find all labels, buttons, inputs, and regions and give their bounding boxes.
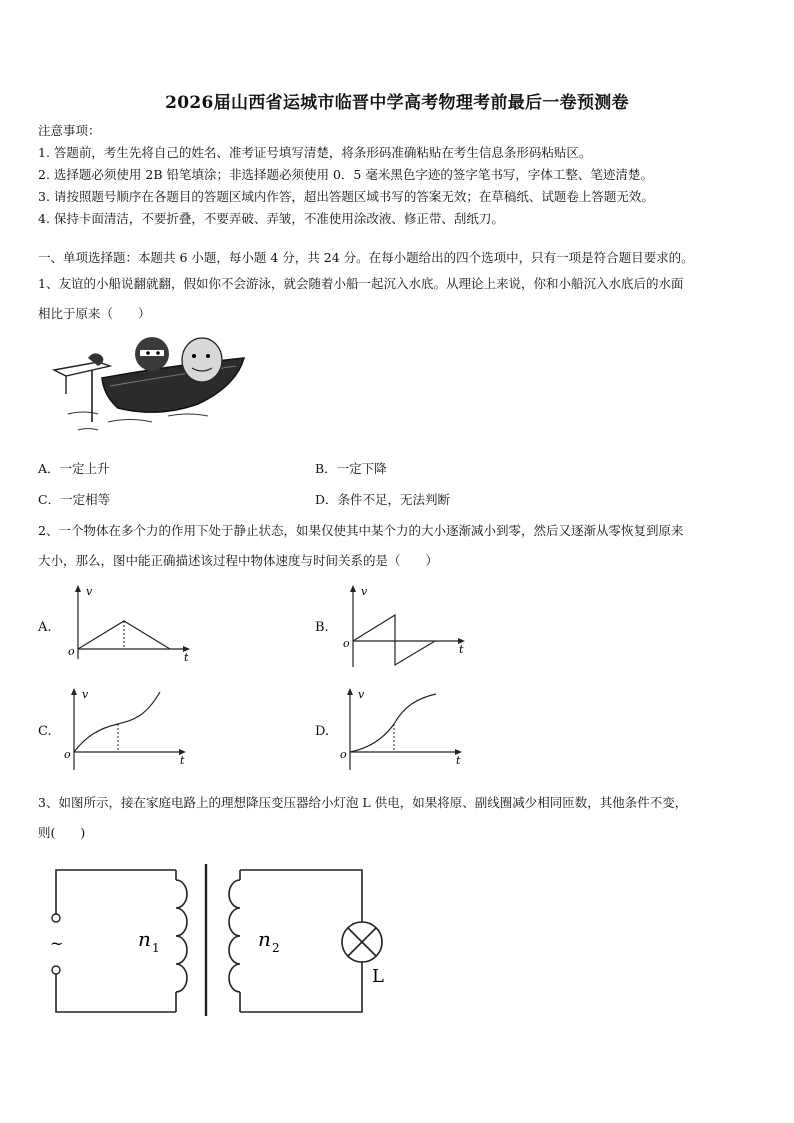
q2-c-origin: o: [64, 748, 71, 761]
q2-a-axis-t: t: [184, 651, 189, 663]
n2-subscript: 2: [272, 941, 280, 955]
q2-a-axis-v: v: [86, 585, 93, 598]
q1-option-c: C．一定相等: [38, 492, 111, 507]
boat-illustration: [48, 326, 248, 436]
page-title: 2026届山西省运城市临晋中学高考物理考前最后一卷预测卷: [165, 93, 629, 113]
q2-b-axis-v: v: [361, 585, 368, 598]
q2-label-d: D.: [315, 724, 330, 739]
q2-a-origin: o: [68, 645, 75, 658]
notice-item-3: 3. 请按照题号顺序在各题目的答题区域内作答，超出答题区域书写的答案无效；在草稿纸、试题卷上答题无效。: [38, 189, 654, 204]
lamp-label: L: [372, 966, 384, 987]
q2-label-b: B.: [315, 620, 329, 635]
n2-label: n: [258, 927, 271, 951]
q2-graph-d: [340, 686, 470, 772]
q1-stem-line2: 相比于原来（ ）: [38, 306, 151, 321]
q2-c-axis-t: t: [180, 754, 185, 767]
notice-item-4: 4. 保持卡面清洁，不要折叠，不要弄破、弄皱，不准使用涂改液、修正带、刮纸刀。: [38, 211, 504, 226]
q1-stem-line1: 1、友谊的小船说翻就翻，假如你不会游泳，就会随着小船一起沉入水底。从理论上来说，你和小船沉入水底后的水面: [38, 276, 684, 291]
q2-label-a: A.: [38, 620, 52, 635]
q1-option-a: A．一定上升: [38, 461, 110, 476]
q2-d-axis-v: v: [358, 688, 365, 701]
q3-stem-line2: 则( ): [38, 825, 86, 840]
q3-stem-line1: 3、如图所示，接在家庭电路上的理想降压变压器给小灯泡 L 供电，如果将原、副线圈减少相同匝数，其他条件不变，: [38, 795, 688, 810]
q2-d-axis-t: t: [456, 754, 461, 767]
q2-c-axis-v: v: [82, 688, 89, 701]
q1-option-b: B．一定下降: [315, 461, 387, 476]
n1-subscript: 1: [152, 941, 160, 955]
section-heading: 一、单项选择题：本题共 6 小题，每小题 4 分，共 24 分。在每小题给出的四个选项中，只有一项是符合题目要求的。: [38, 250, 694, 265]
ac-source-symbol: ~: [50, 934, 64, 953]
q2-label-c: C.: [38, 724, 52, 739]
q2-stem-line1: 2、一个物体在多个力的作用下处于静止状态，如果仅使其中某个力的大小逐渐减小到零，然后又逐渐从零恢复到原来: [38, 523, 684, 538]
transformer-circuit: [40, 858, 400, 1022]
notice-item-1: 1. 答题前，考生先将自己的姓名、准考证号填写清楚，将条形码准确粘贴在考生信息条形码粘贴区。: [38, 145, 592, 160]
q2-graph-a: [68, 583, 198, 663]
notice-heading: 注意事项：: [38, 123, 101, 138]
q2-graph-b: [343, 583, 473, 669]
q2-b-axis-t: t: [459, 643, 464, 656]
q1-option-d: D．条件不足，无法判断: [315, 492, 451, 507]
q2-graph-c: [64, 686, 194, 772]
n1-label: n: [138, 927, 151, 951]
q2-d-origin: o: [340, 748, 347, 761]
q2-b-origin: o: [343, 637, 350, 650]
q2-stem-line2: 大小，那么，图中能正确描述该过程中物体速度与时间关系的是（ ）: [38, 553, 439, 568]
notice-item-2: 2. 选择题必须使用 2B 铅笔填涂；非选择题必须使用 0．5 毫米黑色字迹的签字笔书写，字体工整、笔迹清楚。: [38, 167, 653, 182]
